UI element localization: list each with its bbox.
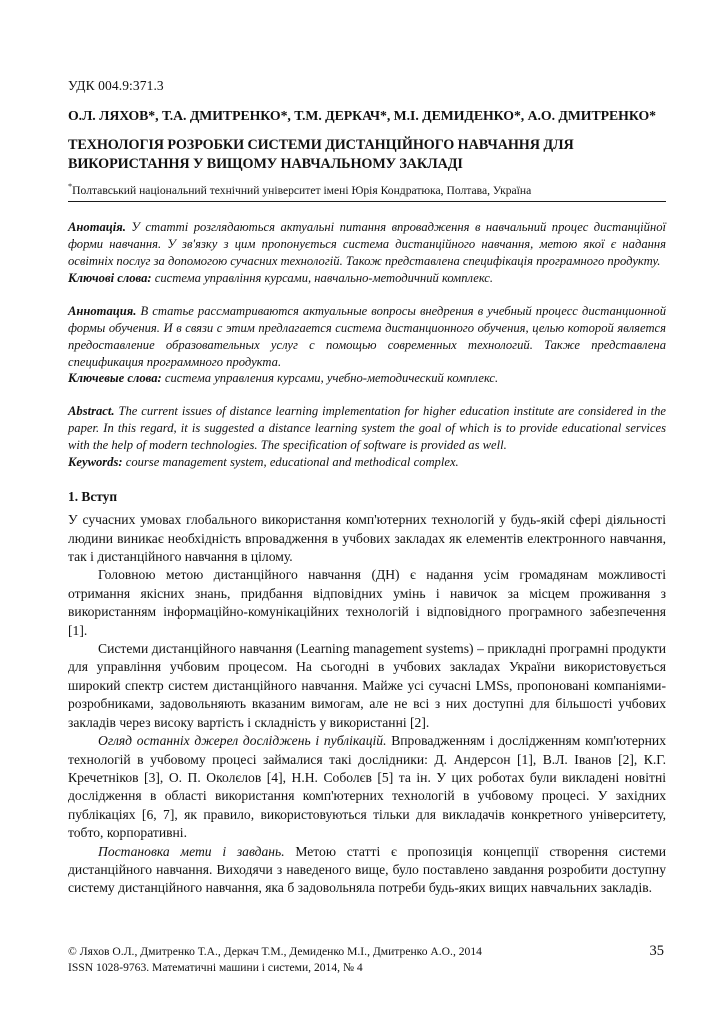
abstract-ukrainian [68,219,666,287]
section-heading-introduction: 1. Вступ [68,489,118,505]
abstract-ru-label: Аннотация. [68,303,137,318]
body-paragraph-5-text: Метою статті є пропозиція концепції створення системи дистанційного навчання. Виходячи з наведеного вище, було поставлено завдання розробити доступну систему дистанційного навчання, яка б задовольняла потреби будь-яких вищих навчальних закладів. [68,843,666,896]
abstract-en-body [68,403,666,454]
footer-left-block [68,944,482,977]
keywords-ru [68,370,666,387]
page-footer [68,944,666,977]
page-number: 35 [649,943,664,959]
affiliation-star-marker: * [68,182,73,192]
affiliation-text: Полтавський національний технічний університет імені Юрія Кондратюка, Полтава, Україна [72,183,532,197]
affiliation-line [68,183,666,202]
keywords-uk-text: система управління курсами, навчально-методичний комплекс. [151,270,494,285]
keywords-ru-text: система управления курсами, учебно-методический комплекс. [161,371,499,386]
body-paragraph-5-lead: Постановка мети і завдань. [98,843,285,859]
body-paragraph-5 [68,843,666,898]
udk-code: УДК 004.9:371.3 [68,78,164,93]
abstract-uk-text: У статті розглядаються актуальні питання впровадження в навчальний процес дистанційної форми навчання. У зв'язку з цим пропонується система дистанційного навчання, метою якої є надання освітніх послуг за допомогою сучасних технологій. Також представлена специфікація програмного продукту. [68,219,666,268]
footer-issn: ISSN 1028-9763. Математичні машини і системи, 2014, № 4 [68,961,363,975]
abstract-ru-text: В статье рассматриваются актуальные вопросы внедрения в учебный процесс дистанционной формы обучения. И в связи с этим предлагается система дистанционного обучения, целью которой является предоставление образовательных услуг с помощью современных технологий. Также представлена спецификация программного продукта. [68,303,666,369]
body-paragraph-2: Головною метою дистанційного навчання (ДН) є надання усім громадянам можливості отримання якісних знань, придбання відповідних умінь і навичок за місцем проживання з використанням інформаційно-комунікаційних технологій і відповідного програмного забезпечення [1]. [68,567,666,638]
body-paragraph-4-lead: Огляд останніх джерел досліджень і публікацій. [98,733,387,749]
body-paragraph-1: У сучасних умовах глобального використання комп'ютерних технологій у будь-якій сфері діяльності людини виникає необхідність впровадження в учбових закладах як елементів електронного навчання, так і дистанційного навчання в цілому. [68,512,666,565]
body-paragraph-4-text: Впровадженням і дослідженням комп'ютерних технологій в учбовому процесі займалися такі дослідники: Д. Андерсон [1], В.Л. Іванов [2], К.Г. Кречетніков [3], О. П. Околєлов [4], Н.Н. Соболєв [5] та ін. У цих роботах були викладені новітні дослідження в області використання комп'ютерних технологій в учбовому процесі. У західних публікаціях [6, 7], як правило, використовуються тільки для викладачів конкретного університету, тобто, корпоративні. [68,733,666,841]
keywords-en-text: course management system, educational and methodical complex. [122,455,459,470]
footer-copyright: © Ляхов О.Л., Дмитренко Т.А., Деркач Т.М., Демиденко М.І., Дмитренко А.О., 2014 [68,945,482,958]
abstract-ru-body [68,303,666,371]
keywords-ru-label: Ключевые слова: [68,371,162,386]
footer-row [68,944,666,977]
abstract-russian [68,303,666,388]
abstract-uk-label: Анотація. [68,219,126,234]
abstract-english [68,403,666,471]
keywords-uk [68,270,666,287]
keywords-en-label: Keywords: [68,455,123,470]
abstract-uk-body [68,219,666,270]
abstract-en-label: Abstract. [68,404,115,419]
keywords-uk-label: Ключові слова: [68,270,152,285]
authors-line: О.Л. ЛЯХОВ*, Т.А. ДМИТРЕНКО*, Т.М. ДЕРКАЧ*, М.І. ДЕМИДЕНКО*, А.О. ДМИТРЕНКО* [68,107,656,123]
keywords-en [68,454,666,471]
page-title: ТЕХНОЛОГІЯ РОЗРОБКИ СИСТЕМИ ДИСТАНЦІЙНОГО НАВЧАННЯ ДЛЯ ВИКОРИСТАННЯ У ВИЩОМУ НАВЧАЛЬНОМУ ЗАКЛАДІ [68,137,574,173]
body-paragraph-4 [68,732,666,842]
body-paragraph-3: Системи дистанційного навчання (Learning management systems) – прикладні програмні продукти для управління учбовим процесом. На сьогодні в учбових закладах України використовується широкий спектр систем дистанційного навчання. Майже усі сучасні LMSs, пропоновані компаніями-розробниками, задовольняють вказаним вимогам, але не всі з них доступні для більшості учбових закладів через високу вартість і складність у використанні [2]. [68,641,666,730]
abstract-en-text: The current issues of distance learning implementation for higher education institute are considered in the paper. In this regard, it is suggested a distance learning system the goal of which is to provide educational services with the help of modern technologies. The specification of software is provided as well. [68,404,666,453]
